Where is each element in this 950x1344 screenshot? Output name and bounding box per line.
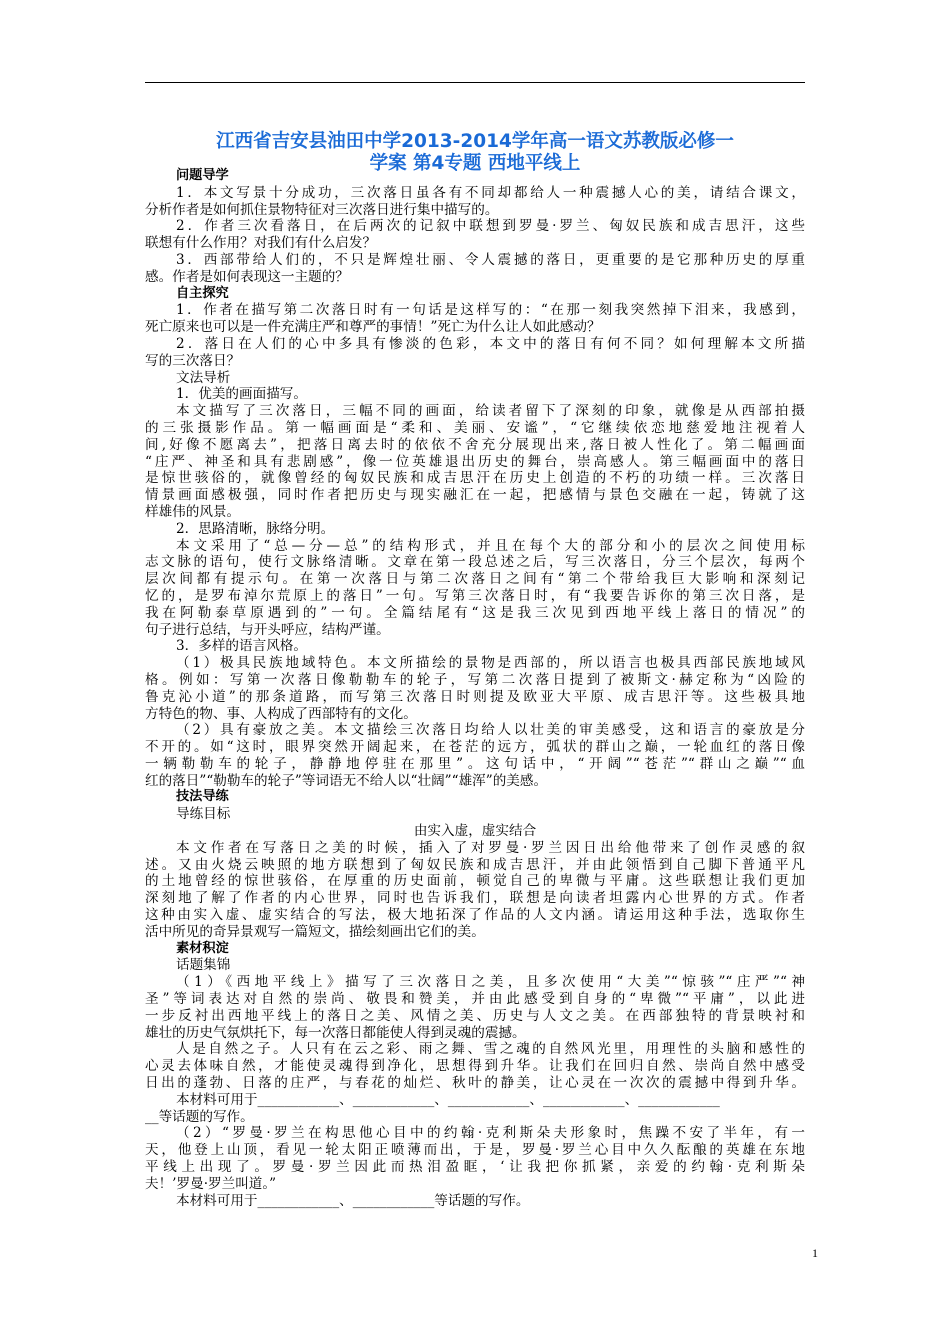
text-line: 情景画面感极强，同时作者把历史与现实融汇在一起，把感情与景色交融在一起，铸就了这 — [145, 487, 805, 504]
text-line: 本文采用了“总—分—总”的结构形式，并且在每个大的部分和小的层次之间使用标 — [176, 537, 805, 554]
text-line: 红的落日”“勒勒车的轮子”等词语无不给人以“壮阔”“雄浑”的美感。 — [145, 772, 548, 789]
text-line: 本材料可用于____________、____________、____________、____________、____________ — [176, 1091, 720, 1108]
text-line: 圣”等词表达对自然的崇尚、敬畏和赞美，并由此感受到自身的“卑微”“平庸”，以此进 — [145, 991, 805, 1008]
text-line: 本文描写了三次落日，三幅不同的画面，给读者留下了深刻的印象，就像是从西部拍摄 — [176, 403, 805, 420]
text-line: （2）“罗曼·罗兰在构思他心目中的约翰·克利斯朵夫形象时，焦躁不安了半年，有一 — [176, 1125, 805, 1142]
text-line: 1．本文写景十分成功，三次落日虽各有不同却都给人一种震撼人心的美，请结合课文， — [176, 184, 805, 201]
text-line: 述。又由火烧云映照的地方联想到了匈奴民族和成吉思汗，并由此领悟到自己脚下普通平凡 — [145, 856, 805, 873]
text-line: 平线上出现了。罗曼·罗兰因此而热泪盈眶，‘让我把你抓紧，亲爱的约翰·克利斯朵 — [145, 1159, 805, 1176]
text-line: 这种由实入虚、虚实结合的写法，极大地拓深了作品的人文内涵。请运用这种手法，选取你生 — [145, 907, 805, 924]
text-line: 本文作者在写落日之美的时候，插入了对罗曼·罗兰因日出给他带来了创作灵感的叙 — [176, 839, 805, 856]
text-line: 心灵去体味自然，才能使灵魂得到净化，思想得到升华。让我们在回归自然、崇尚自然中感受 — [145, 1058, 805, 1075]
text-line: 写的三次落日？ — [145, 352, 241, 369]
text-line: 活中所见的奇异景观写一篇短文，描绘刻画出它们的美。 — [145, 923, 485, 940]
text-line: 是惊世骇俗的，就像曾经的匈奴民族和成吉思汗在历史上创造的不朽的功绩一样。三次落日 — [145, 470, 805, 487]
text-line: 不开的。如“这时，眼界突然开阔起来，在苍茫的远方，弧状的群山之巅，一轮血红的落日像 — [145, 739, 805, 756]
section-heading: 技法导练 — [176, 789, 229, 805]
text-line: 感。作者是如何表现这一主题的？ — [145, 268, 349, 285]
text-line: 话题集锦 — [176, 957, 231, 974]
text-line: 由实入虚，虚实结合 — [413, 823, 537, 840]
text-line: 我在阿勒泰草原遇到的”一句。全篇结尾有“这是我三次见到西地平线上落日的情况”的 — [145, 604, 805, 621]
text-line: （2）具有豪放之美。本文描绘三次落日均给人以壮美的审美感受，这和语言的豪放是分 — [176, 722, 805, 739]
document-title-line2: 学案 第4专题 西地平线上 — [369, 153, 581, 174]
section-heading: 素材积淀 — [176, 940, 229, 956]
section-heading: 自主探究 — [176, 285, 229, 301]
text-line: 分析作者是如何抓住景物特征对三次落日进行集中描写的。 — [145, 201, 499, 218]
text-line: 人是自然之子。人只有在云之彩、雨之舞、雪之魂的自然风光里，用理性的头脑和感性的 — [176, 1041, 805, 1058]
text-line: 日出的蓬勃、日落的庄严，与春花的灿烂、秋叶的静美，让心灵在一次次的震撼中得到升华。 — [145, 1075, 805, 1092]
text-line: 方特色的物、事、人构成了西部特有的文化。 — [145, 705, 417, 722]
text-line: 一步反衬出西地平线上的落日之美、风情之美、历史与人文之美。在西部独特的背景映衬和 — [145, 1007, 805, 1024]
document-body — [145, 168, 805, 1209]
text-line: 的土地曾经的惊世骇俗，在厚重的历史面前，顿觉自己的卑微与平庸。这些联想让我们更加 — [145, 873, 805, 890]
text-line: 本材料可用于____________、____________等话题的写作。 — [176, 1192, 530, 1209]
text-line: 夫！’罗曼·罗兰叫道。” — [145, 1175, 277, 1192]
page-number: 1 — [812, 1246, 818, 1260]
text-line: 一辆勒勒车的轮子，静静地停驻在那里”。这句话中，“开阔”“苍茫”“群山之巅”“血 — [145, 755, 805, 772]
text-line: 忆的，是罗布淖尔荒原上的落日”一句。写第三次落日时，有“我要告诉你的第三次日落，是 — [145, 587, 805, 604]
text-line: 雄壮的历史气氛烘托下，每一次落日都能使人得到灵魂的震撼。 — [145, 1024, 526, 1041]
text-line: 3．西部带给人们的，不只是辉煌壮丽、令人震撼的落日，更重要的是它那种历史的厚重 — [176, 251, 805, 268]
text-line: （1）《西地平线上》描写了三次落日之美，且多次使用“大美”“惊骇”“庄严”“神 — [176, 974, 805, 991]
text-line: 2．作者三次看落日，在后两次的记叙中联想到罗曼·罗兰、匈奴民族和成吉思汗，这些 — [176, 218, 805, 235]
header-rule — [145, 82, 805, 83]
text-line: （1）极具民族地域特色。本文所描绘的景物是西部的，所以语言也极具西部民族地域风 — [176, 655, 805, 672]
text-line: 2．思路清晰，脉络分明。 — [176, 520, 335, 537]
text-line: 间,好像不愿离去”，把落日离去时的依依不舍充分展现出来,落日被人性化了。第二幅画面 — [145, 436, 805, 453]
text-line: 样雄伟的风景。 — [145, 503, 241, 520]
text-line: 文法导析 — [176, 369, 231, 386]
text-line: __等话题的写作。 — [145, 1108, 254, 1125]
text-line: 格。例如：写第一次落日像勒勒车的轮子，写第二次落日提到了被斯文·赫定称为“凶险的 — [145, 671, 805, 688]
text-line: 的三张摄影作品。第一幅画面是“柔和、美丽、安谧”，“它继续依恋地慈爱地注视着人 — [145, 419, 805, 436]
text-line: 1．优美的画面描写。 — [176, 386, 307, 403]
text-line: 鲁克沁小道”的那条道路，而写第三次落日时则提及欧亚大平原、成吉思汗等。这些极具地 — [145, 688, 805, 705]
text-line: 层次间都有提示句。在第一次落日与第二次落日之间有“第二个带给我巨大影响和深刻记 — [145, 571, 805, 588]
text-line: 导练目标 — [176, 806, 231, 823]
text-line: 1．作者在描写第二次落日时有一句话是这样写的：“在那一刻我突然掉下泪来，我感到， — [176, 302, 805, 319]
text-line: 死亡原来也可以是一件充满庄严和尊严的事情！”死亡为什么让人如此感动？ — [145, 319, 601, 336]
text-line: “庄严、神圣和具有悲剧感”，像一位英雄退出历史的舞台，崇高感人。第三幅画面中的落日 — [145, 453, 805, 470]
text-line: 句子进行总结，与开头呼应，结构严谨。 — [145, 621, 390, 638]
section-heading: 问题导学 — [176, 168, 229, 183]
text-line: 天，他登上山顶，看见一轮太阳正喷薄而出，于是，罗曼·罗兰心目中久久酝酿的英雄在东地 — [145, 1142, 805, 1159]
text-line: 志文脉的语句，使行文脉络清晰。文章在第一段总述之后，写三次落日，分三个层次，每两个 — [145, 554, 805, 571]
document-title-line1: 江西省吉安县油田中学2013-2014学年高一语文苏教版必修一 — [216, 131, 734, 152]
text-line: 2．落日在人们的心中多具有惨淡的色彩，本文中的落日有何不同？如何理解本文所描 — [176, 335, 805, 352]
text-line: 深刻地了解了作者的内心世界，同时也告诉我们，联想是向读者坦露内心世界的方式。作者 — [145, 890, 805, 907]
text-line: 联想有什么作用？对我们有什么启发？ — [145, 235, 377, 252]
text-line: 3．多样的语言风格。 — [176, 638, 307, 655]
